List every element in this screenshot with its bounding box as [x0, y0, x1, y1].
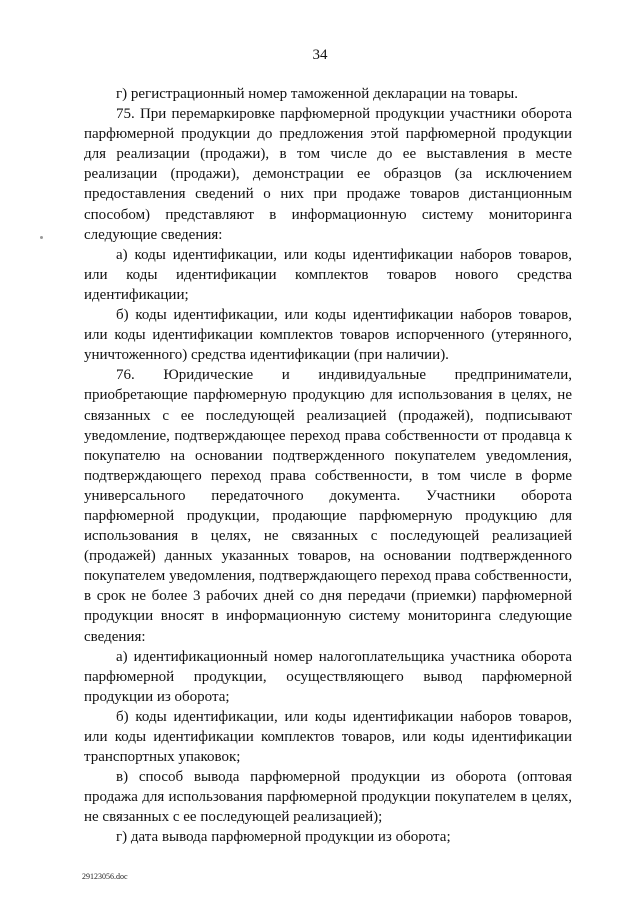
- paragraph-75: 75. При перемаркировке парфюмерной продукции участники оборота парфюмерной продукции до предложения этой парфюмерной продукции для реализации (продажи), в том числе до ее выставления в месте реализации (продажи), демонстрации ее образцов (за исключением предоставления сведений о них при продаже товаров дистанционным способом) представляют в информационную систему мониторинга следующие сведения:: [84, 106, 572, 243]
- paragraph-76-v: в) способ вывода парфюмерной продукции из оборота (оптовая продажа для использования парфюмерной продукции покупателем в целях, не связанных с ее последующей реализацией);: [84, 769, 572, 826]
- paragraph-customs-declaration: г) регистрационный номер таможенной декларации на товары.: [116, 86, 518, 102]
- paragraph-75-a: а) коды идентификации, или коды идентификации наборов товаров, или коды идентификации комплектов товаров нового средства идентификации;: [84, 246, 572, 303]
- paragraph-76-a: а) идентификационный номер налогоплательщика участника оборота парфюмерной продукции, осуществляющего вывод парфюмерной продукции из оборота;: [84, 648, 572, 705]
- document-body: [84, 84, 572, 848]
- paragraph-76: 76. Юридические и индивидуальные предприниматели, приобретающие парфюмерную продукцию для использования в целях, не связанных с ее последующей реализацией (продажей), подписывают уведомление, подтверждающее переход права собственности от продавца к покупателю на основании подтвержденного покупателем уведомления, подтверждающего переход права собственности, в том числе в форме универсального передаточного документа. Участники оборота парфюмерной продукции, продающие парфюмерную продукцию для использования в целях, не связанных с последующей реализацией (продажей) данных указанных товаров, на основании подтвержденного покупателем уведомления, подтверждающего переход права собственности, в срок не более 3 рабочих дней со дня передачи (приемки) парфюмерной продукции вносят в информационную систему мониторинга следующие сведения:: [84, 367, 572, 645]
- paragraph-76-b: б) коды идентификации, или коды идентификации наборов товаров, или коды идентификации комплектов товаров, или коды идентификации транспортных упаковок;: [84, 708, 572, 766]
- page-number: 34: [312, 47, 328, 63]
- scan-artifact-dot: [40, 236, 43, 239]
- paragraph-75-b: б) коды идентификации, или коды идентификации наборов товаров, или коды идентификации комплектов товаров испорченного (утерянного, уничтоженного) средства идентификации (при наличии).: [84, 307, 572, 364]
- paragraph-76-g: г) дата вывода парфюмерной продукции из оборота;: [116, 829, 451, 846]
- footer-filename: 29123056.doc: [82, 872, 128, 881]
